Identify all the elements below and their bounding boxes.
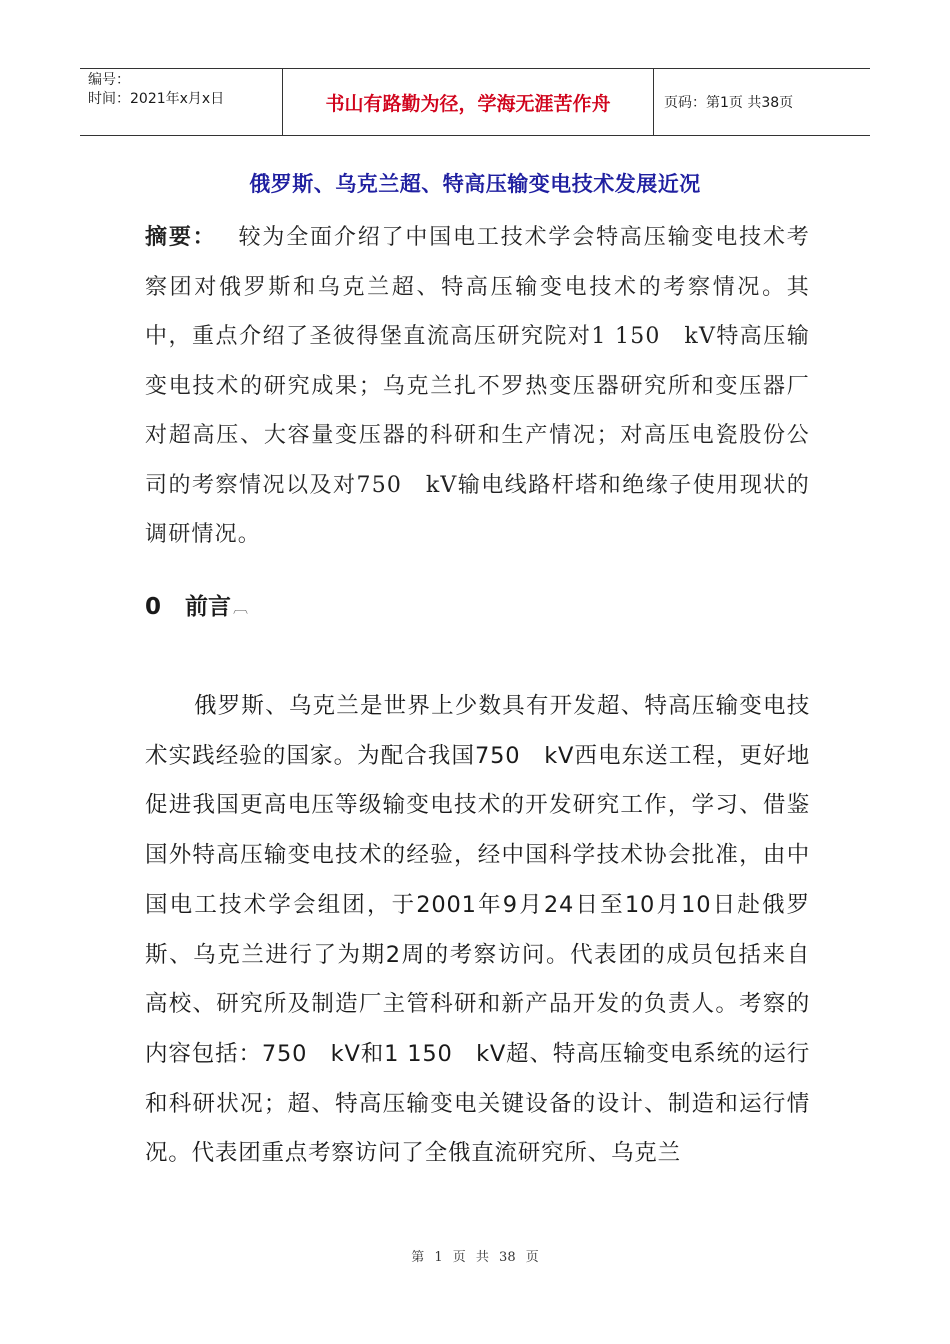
- header-motto: 书山有路勤为径，学海无涯苦作舟: [282, 69, 654, 135]
- header-meta: [80, 69, 282, 135]
- abstract-text: 较为全面介绍了中国电工技术学会特高压输变电技术考察团对俄罗斯和乌克兰超、特高压输变电技术的考察情况。其中，重点介绍了圣彼得堡直流高压研究院对1 150 kV特高压输变电技术的研究成果；乌克兰扎不罗热变压器研究所和变压器厂对超高压、大容量变压器的科研和生产情况；对高压电瓷股份公司的考察情况以及对750 kV输电线路杆塔和绝缘子使用现状的调研情况。: [145, 225, 810, 547]
- document-title: 俄罗斯、乌克兰超、特高压输变电技术发展近况: [249, 171, 701, 196]
- document-date: 时间：2021年x月x日: [88, 91, 225, 107]
- abstract: [145, 213, 810, 560]
- section-title: 前言: [185, 594, 232, 620]
- document-number: 编号：: [88, 72, 130, 88]
- section-heading: [145, 588, 248, 621]
- page-header: [80, 68, 870, 136]
- abstract-label: 摘要：: [145, 224, 217, 250]
- page-footer: 第 1 页 共 38 页: [411, 1250, 539, 1265]
- section-mark: ︹: [233, 598, 249, 616]
- body-paragraph: 俄罗斯、乌克兰是世界上少数具有开发超、特高压输变电技术实践经验的国家。为配合我国750 kV西电东送工程，更好地促进我国更高电压等级输变电技术的开发研究工作，学习、借鉴国外特高压输变电技术的经验，经中国科学技术协会批准，由中国电工技术学会组团，于2001年9月24日至10月10日赴俄罗斯、乌克兰进行了为期2周的考察访问。代表团的成员包括来自高校、研究所及制造厂主管科研和新产品开发的负责人。考察的内容包括：750 kV和1 150 kV超、特高压输变电系统的运行和科研状况；超、特高压输变电关键设备的设计、制造和运行情况。代表团重点考察访问了全俄直流研究所、乌克兰: [145, 693, 810, 1167]
- section-number: 0: [145, 594, 162, 620]
- header-page-info: 页码：第1页 共38页: [664, 95, 794, 111]
